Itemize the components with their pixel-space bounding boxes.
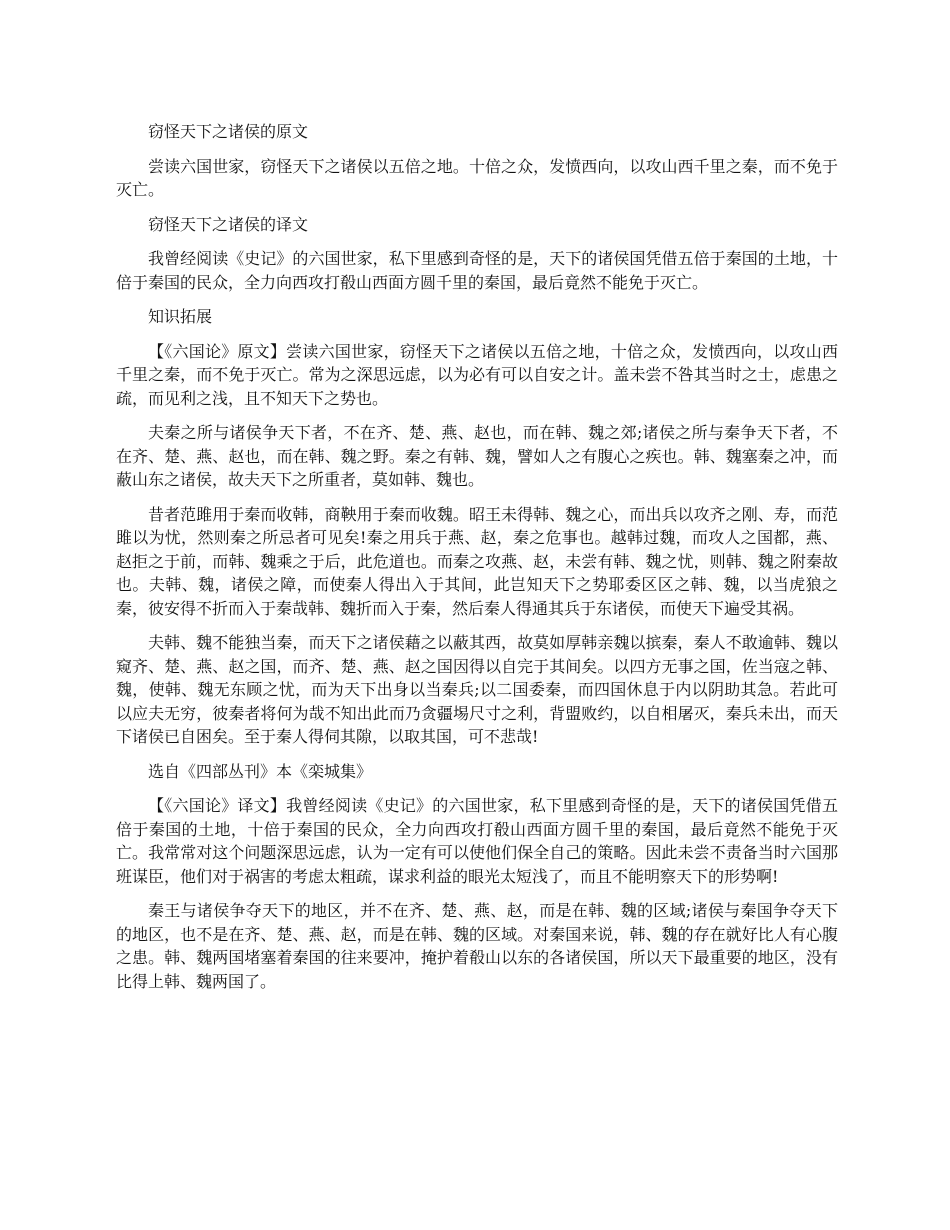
paragraph-original-text: 尝读六国世家，窃怪天下之诸侯以五倍之地。十倍之众，发愤西向，以攻山西千里之秦，而不免于灭亡。: [116, 156, 838, 199]
section-heading-original: 窃怪天下之诸侯的原文: [148, 122, 309, 141]
document-page: [116, 120, 838, 1004]
paragraph-liuguolun-translation-1: 【《六国论》译文】我曾经阅读《史记》的六国世家，私下里感到奇怪的是，天下的诸侯国凭借五倍于秦国的土地，十倍于秦国的民众，全力向西攻打殽山西面方圆千里的秦国，最后竟然不能免于灭亡。我常常对这个问题深思远虑，认为一定有可以使他们保全自己的策略。因此未尝不责备当时六国那班谋臣，他们对于祸害的考虑太粗疏，谋求利益的眼光太短浅了，而且不能明察天下的形势啊!: [116, 796, 838, 886]
paragraph-liuguolun-original-3: 昔者范雎用于秦而收韩，商鞅用于秦而收魏。昭王未得韩、魏之心，而出兵以攻齐之刚、寿，而范雎以为忧，然则秦之所忌者可见矣!秦之用兵于燕、赵，秦之危事也。越韩过魏，而攻人之国都，燕、赵拒之于前，而韩、魏乘之于后，此危道也。而秦之攻燕、赵，未尝有韩、魏之忧，则韩、魏之附秦故也。夫韩、魏，诸侯之障，而使秦人得出入于其间，此岂知天下之势耶委区区之韩、魏，以当虎狼之秦，彼安得不折而入于秦哉韩、魏折而入于秦，然后秦人得通其兵于东诸侯，而使天下遍受其祸。: [116, 504, 838, 618]
paragraph-translation-text: 我曾经阅读《史记》的六国世家，私下里感到奇怪的是，天下的诸侯国凭借五倍于秦国的土地，十倍于秦国的民众，全力向西攻打殽山西面方圆千里的秦国，最后竟然不能免于灭亡。: [116, 249, 838, 292]
paragraph-liuguolun-original-4: 夫韩、魏不能独当秦，而天下之诸侯藉之以蔽其西，故莫如厚韩亲魏以摈秦，秦人不敢逾韩、魏以窥齐、楚、燕、赵之国，而齐、楚、燕、赵之国因得以自完于其间矣。以四方无事之国，佐当寇之韩、魏，使韩、魏无东顾之忧，而为天下出身以当秦兵;以二国委秦，而四国休息于内以阴助其急。若此可以应夫无穷，彼秦者将何为哉不知出此而乃贪疆埸尺寸之利，背盟败约，以自相屠灭，秦兵未出，而天下诸侯已自困矣。至于秦人得伺其隙，以取其国，可不悲哉!: [116, 633, 838, 746]
source-citation: 选自《四部丛刊》本《栾城集》: [148, 761, 373, 781]
paragraph-liuguolun-original-2: 夫秦之所与诸侯争天下者，不在齐、楚、燕、赵也，而在韩、魏之郊;诸侯之所与秦争天下者，不在齐、楚、燕、赵也，而在韩、魏之野。秦之有韩、魏，譬如人之有腹心之疾也。韩、魏塞秦之冲，而蔽山东之诸侯，故夫天下之所重者，莫如韩、魏也。: [116, 423, 838, 489]
paragraph-liuguolun-translation-2: 秦王与诸侯争夺天下的地区，并不在齐、楚、燕、赵，而是在韩、魏的区域;诸侯与秦国争夺天下的地区，也不是在齐、楚、燕、赵，而是在韩、魏的区域。对秦国来说，韩、魏的存在就好比人有心腹之患。韩、魏两国堵塞着秦国的往来要冲，掩护着殽山以东的各诸侯国，所以天下最重要的地区，没有比得上韩、魏两国了。: [116, 901, 838, 991]
section-heading-translation: 窃怪天下之诸侯的译文: [148, 214, 309, 234]
paragraph-liuguolun-original-1: 【《六国论》原文】尝读六国世家，窃怪天下之诸侯以五倍之地，十倍之众，发愤西向，以攻山西千里之秦，而不免于灭亡。常为之深思远虑，以为必有可以自安之计。盖未尝不咎其当时之士，虑患之疏，而见利之浅，且不知天下之势也。: [116, 341, 838, 408]
section-heading-knowledge: 知识拓展: [148, 307, 213, 326]
